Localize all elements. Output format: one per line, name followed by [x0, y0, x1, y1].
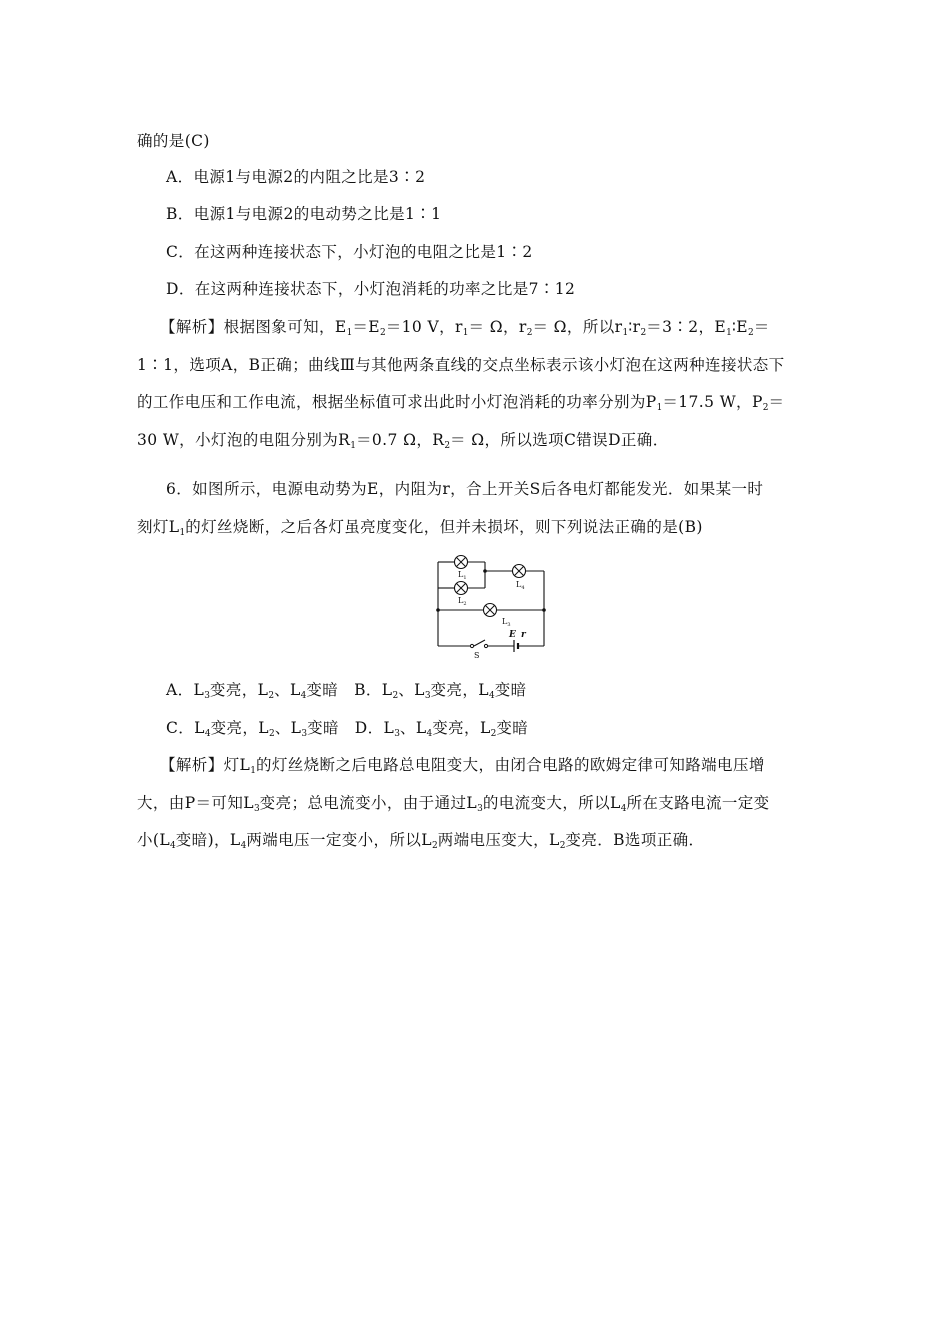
- q6-analysis-line1: 【解析】灯$L_1$的灯丝烧断之后电路总电阻变大，由闭合电路的欧姆定律可知路端电压增: [160, 756, 765, 776]
- junction-dot: [483, 569, 487, 573]
- q5-analysis-line3: 的工作电压和工作电流，根据坐标值可求出此时小灯泡消耗的功率分别为$P_1=17.5$ W，$P_2=$: [137, 393, 785, 413]
- junction-dot: [436, 608, 440, 612]
- lamp-l2-icon: [455, 582, 468, 595]
- label-switch: S: [474, 651, 480, 660]
- q5-stem-tail: 确的是(C): [137, 132, 210, 150]
- label-l2: $L_2$: [458, 596, 467, 607]
- label-l1: $L_1$: [458, 570, 467, 581]
- label-l3: $L_3$: [502, 617, 511, 628]
- label-r: r: [521, 630, 526, 640]
- q5-option-b: B．电源1与电源2的电动势之比是1∶1: [166, 205, 442, 223]
- q6-analysis-line3: 小($L_4$变暗)，$L_4$两端电压一定变小，所以$L_2$两端电压变大，$L_2$变亮．B选项正确．: [137, 831, 705, 851]
- lamp-l1-icon: [455, 556, 468, 569]
- junction-dot: [542, 608, 546, 612]
- label-emf: E: [509, 630, 516, 640]
- lamp-l3-icon: [484, 604, 497, 617]
- q5-option-d: D．在这两种连接状态下，小灯泡消耗的功率之比是7∶12: [166, 280, 576, 298]
- circuit-diagram: [430, 548, 550, 660]
- switch-contact-icon: [470, 644, 473, 647]
- analysis-tag: 【解析】: [160, 318, 224, 336]
- q6-options-ab: A．$L_3$变亮，$L_2$、$L_4$变暗 B．$L_2$、$L_3$变亮，$L_4$变暗: [166, 681, 527, 701]
- analysis-tag: 【解析】: [160, 756, 224, 774]
- q6-analysis-line2: 大，由P＝可知$L_3$变亮；总电流变小，由于通过$L_3$的电流变大，所以$L_4$所在支路电流一定变: [137, 794, 770, 814]
- q6-stem-line2: 刻灯$L_1$的灯丝烧断，之后各灯虽亮度变化，但并未损坏，则下列说法正确的是(B): [137, 518, 703, 538]
- q5-analysis-line2: 1∶1，选项A，B正确；曲线Ⅲ与其他两条直线的交点坐标表示该小灯泡在这两种连接状态下: [137, 356, 785, 374]
- label-l4: $L_4$: [516, 580, 525, 591]
- q5-option-a: A．电源1与电源2的内阻之比是3∶2: [166, 168, 426, 186]
- circuit-svg: [430, 548, 550, 660]
- q5-analysis-line4: 30 W，小灯泡的电阻分别为$R_1=0.7$ Ω，$R_2= \Omega$，所以选项C错误D正确．: [137, 431, 669, 451]
- q5-option-c: C．在这两种连接状态下，小灯泡的电阻之比是1∶2: [166, 243, 533, 261]
- q6-stem-line1: 6．如图所示，电源电动势为E，内阻为r，合上开关S后各电灯都能发光．如果某一时: [166, 480, 764, 498]
- switch-contact-icon: [484, 644, 487, 647]
- q6-options-cd: C．$L_4$变亮，$L_2$、$L_3$变暗 D．$L_3$、$L_4$变亮，$L_2$变暗: [166, 719, 529, 739]
- q5-analysis-line1: 【解析】根据图象可知，$E_1=E_2=10$ V，$r_1= \Omega$，$r_2= \Omega$，所以$r_1∶r_2=3∶2$，$E_1∶E_2=$: [160, 318, 770, 338]
- lamp-l4-icon: [513, 565, 526, 578]
